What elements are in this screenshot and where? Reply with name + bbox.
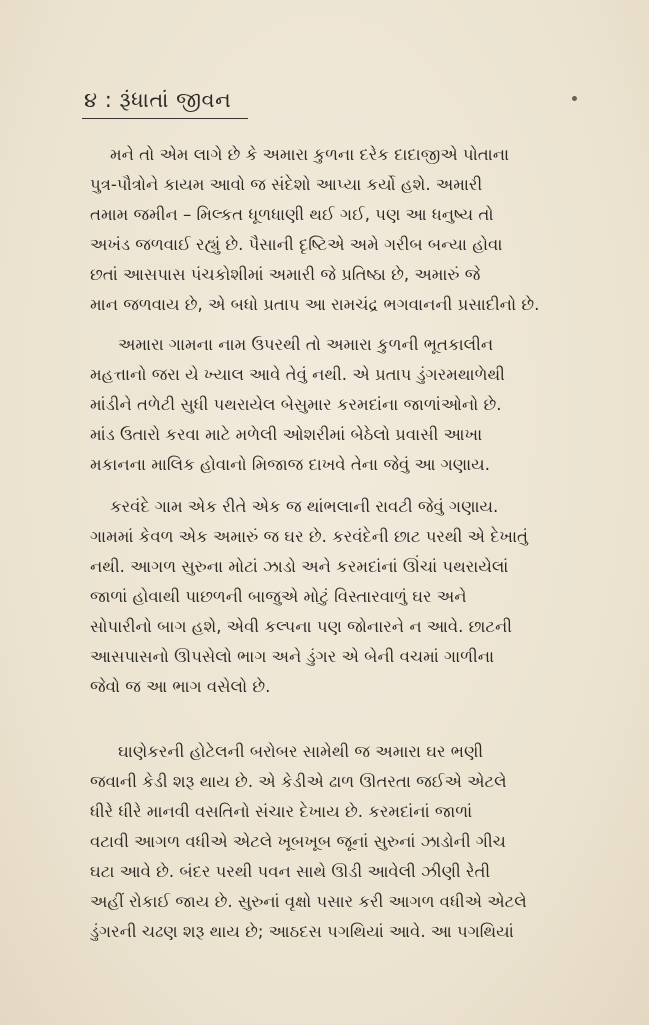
paragraph-4: [90, 737, 566, 947]
text-line: માંડ ઉતારો કરવા માટે મળેલી ઓશરીમાં બેઠેલો પ્રવાસી આખા: [90, 425, 483, 444]
text-line: મકાનના માલિક હોવાનો મિજાજ દાખવે તેના જેવું આ ગણાય.: [90, 455, 490, 474]
running-head: ૪ : રૂંધાતાં જીવન: [84, 88, 232, 112]
text-line: જેવો જ આ ભાગ વસેલો છે.: [90, 677, 271, 696]
text-line: અમારા ગામના નામ ઉપરથી તો અમારા કુળની ભૂતકાલીન: [118, 335, 494, 354]
text-line: કરવંદે ગામ એક રીતે એક જ થાંભલાની રાવટી જેવું ગણાય.: [110, 497, 499, 516]
header-underline: [82, 118, 248, 119]
text-line: અખંડ જળવાઈ રહ્યું છે. પૈસાની દૃષ્ટિએ અમે ગરીબ બન્યા હોવા: [90, 235, 503, 254]
text-line: જવાની કેડી શરૂ થાય છે. એ કેડીએ ઢાળ ઊતરતા જઈએ એટલે: [90, 772, 507, 791]
paragraph-1: [90, 140, 566, 320]
text-line: ગામમાં કેવળ એક અમારું જ ઘર છે. કરવંદેની છાટ પરથી એ દેખાતું: [90, 527, 528, 546]
text-line: ધીરે ધીરે માનવી વસતિનો સંચાર દેખાય છે. કરમદાંનાં જાળાં: [90, 802, 473, 821]
paragraph-2: [90, 330, 566, 480]
text-line: છતાં આસપાસ પંચકોશીમાં અમારી જે પ્રતિષ્ઠા છે, અમારું જે: [90, 265, 481, 284]
text-line: મને તો એમ લાગે છે કે અમારા કુળના દરેક દાદાજીએ પોતાના: [110, 145, 510, 164]
text-line: ઘટા આવે છે. બંદર પરથી પવન સાથે ઊડી આવેલી ઝીણી રેતી: [90, 862, 491, 881]
text-line: જાળાં હોવાથી પાછળની બાજુએ મોટું વિસ્તારવાળું ઘર અને: [90, 587, 467, 606]
text-line: તમામ જમીન – મિલ્કત ધૂળધાણી થઈ ગઈ, પણ આ ધનુષ્ય તો: [90, 205, 494, 224]
text-line: વટાવી આગળ વધીએ એટલે ખૂબખૂબ જૂનાં સુરુનાં ઝાડોની ગીચ: [90, 832, 506, 851]
text-line: પુત્ર-પૌત્રોને કાયમ આવો જ સંદેશો આપ્યા કર્યો હશે. અમારી: [90, 175, 483, 194]
text-line: અહીં રોકાઈ જાય છે. સુરુનાં વૃક્ષો પસાર કરી આગળ વધીએ એટલે: [90, 892, 527, 911]
text-line: સોપારીનો બાગ હશે, એવી કલ્પના પણ જોનારને ન આવે. છાટની: [90, 617, 513, 636]
text-line: મહત્તાનો જરા યે ખ્યાલ આવે તેવું નથી. એ પ્રતાપ ડુંગરમથાળેથી: [90, 365, 505, 384]
text-line: નથી. આગળ સુરુના મોટાં ઝાડો અને કરમદાંનાં ઊંચાં પથરાયેલાં: [90, 557, 509, 576]
ink-speck: [572, 96, 577, 101]
text-line: ડુંગરની ચઢણ શરૂ થાય છે; આઠદસ પગથિયાં આવે. આ પગથિયાં: [90, 922, 514, 941]
paragraph-3: [90, 492, 566, 702]
text-line: માંડીને તળેટી સુધી પથરાયેલ બેસુમાર કરમદાંના જાળાંઓનો છે.: [90, 395, 502, 414]
text-line: ઘાણેકરની હોટેલની બરોબર સામેથી જ અમારા ઘર ભણી: [118, 742, 484, 761]
text-line: માન જળવાય છે, એ બધો પ્રતાપ આ રામચંદ્ર ભગવાનની પ્રસાદીનો છે.: [90, 295, 540, 314]
text-line: આસપાસનો ઊપસેલો ભાગ અને ડુંગર એ બેની વચમાં ગાળીના: [90, 647, 495, 666]
